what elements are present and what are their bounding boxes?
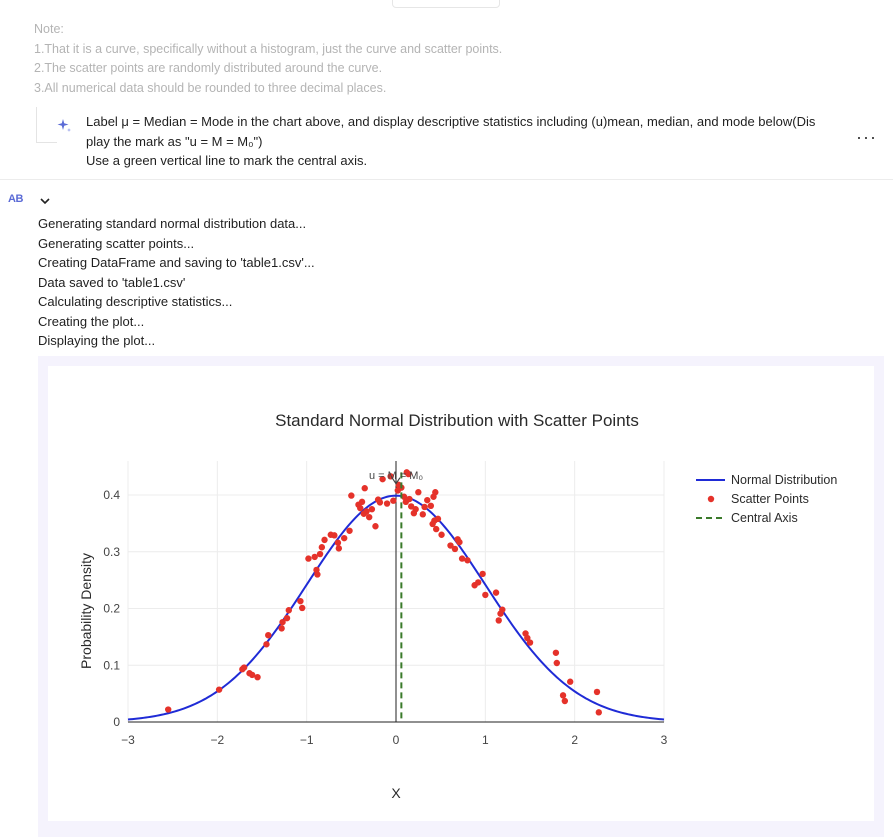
log-line: Data saved to 'table1.csv' <box>38 274 186 290</box>
scatter-point <box>432 489 438 495</box>
note-line: 3.All numerical data should be rounded to three decimal places. <box>34 80 387 95</box>
prompt-bracket <box>36 107 57 143</box>
x-tick-label: −2 <box>210 733 225 747</box>
scatter-point <box>241 664 247 670</box>
scatter-point <box>527 639 533 645</box>
scatter-point <box>560 692 566 698</box>
top-tab-fragment <box>392 0 500 8</box>
scatter-point <box>372 523 378 529</box>
log-line: Generating scatter points... <box>38 235 195 251</box>
scatter-point <box>464 557 470 563</box>
scatter-point <box>165 706 171 712</box>
scatter-point <box>493 589 499 595</box>
scatter-point <box>357 505 363 511</box>
scatter-point <box>433 526 439 532</box>
scatter-point <box>216 686 222 692</box>
scatter-point <box>415 489 421 495</box>
prompt-line: Use a green vertical line to mark the central axis. <box>86 153 368 168</box>
legend[interactable] <box>696 473 837 525</box>
scatter-point <box>377 499 383 505</box>
prompt-line: Label μ = Median = Mode in the chart above, and display descriptive statistics including (u)mean, median, and mode below(Dis <box>86 114 816 129</box>
log-line: Calculating descriptive statistics... <box>38 294 233 309</box>
note-block <box>34 20 502 98</box>
x-tick-label: 2 <box>571 733 579 747</box>
scatter-point <box>456 539 462 545</box>
chevron-down-icon[interactable] <box>38 194 52 208</box>
y-tick-label: 0.3 <box>103 544 120 559</box>
log-line: Creating DataFrame and saving to 'table1.csv'... <box>38 255 315 270</box>
scatter-point <box>369 506 375 512</box>
scatter-point <box>479 571 485 577</box>
scatter-point <box>314 571 320 577</box>
scatter-point <box>299 605 305 611</box>
prompt-text <box>86 112 856 171</box>
plot-container <box>38 356 884 837</box>
x-tick-label: 3 <box>660 733 668 747</box>
scatter-point <box>263 641 269 647</box>
annotation <box>369 470 423 484</box>
legend-entry-curve: Normal Distribution <box>731 473 838 487</box>
legend-entry-central-axis: Central Axis <box>731 511 798 525</box>
scatter-point <box>421 504 427 510</box>
scatter-point <box>362 485 368 491</box>
note-line: 2.The scatter points are randomly distributed around the curve. <box>34 61 383 75</box>
scatter-point <box>390 498 396 504</box>
scatter-point <box>562 698 568 704</box>
scatter-point <box>596 709 602 715</box>
scatter-point <box>406 496 412 502</box>
prompt-line: play the mark as "u = M = M₀") <box>86 133 263 149</box>
assistant-logo: AB <box>8 193 23 205</box>
x-tick-label: 0 <box>392 733 400 747</box>
note-line: 1.That it is a curve, specifically without a histogram, just the curve and scatter points. <box>34 41 503 56</box>
scatter-point <box>384 500 390 506</box>
scatter-point <box>567 679 573 685</box>
scatter-point <box>286 607 292 613</box>
annotation-label: u = M = M₀ <box>368 470 424 482</box>
scatter-point <box>284 615 290 621</box>
chart-title: Standard Normal Distribution with Scatter Points <box>275 411 639 430</box>
scatter-point <box>341 535 347 541</box>
plot-card <box>48 366 874 821</box>
x-tick-label: −3 <box>121 733 135 747</box>
y-axis-label: Probability Density <box>78 553 94 669</box>
scatter-point <box>366 514 372 520</box>
scatter-point <box>420 511 426 517</box>
legend-dot-swatch <box>708 496 714 502</box>
scatter-point <box>265 632 271 638</box>
x-axis-ticks <box>121 733 668 747</box>
x-tick-label: −1 <box>299 733 314 747</box>
scatter-point <box>553 650 559 656</box>
user-prompt <box>36 107 884 171</box>
y-tick-label: 0.4 <box>103 488 120 503</box>
scatter-point <box>594 689 600 695</box>
scatter-point <box>438 532 444 538</box>
sparkle-icon <box>56 117 72 133</box>
scatter-point <box>305 555 311 561</box>
scatter-point <box>482 592 488 598</box>
scatter-point <box>278 625 284 631</box>
scatter-point <box>297 598 303 604</box>
scatter-point <box>554 660 560 666</box>
scatter-point <box>475 579 481 585</box>
y-axis-ticks <box>103 488 120 729</box>
x-axis-label: X <box>391 785 401 801</box>
log-line: Creating the plot... <box>38 313 145 329</box>
scatter-point <box>496 617 502 623</box>
scatter-point <box>321 537 327 543</box>
legend-entry-scatter: Scatter Points <box>731 492 809 506</box>
y-tick-label: 0.2 <box>103 601 120 616</box>
y-tick-label: 0 <box>113 715 120 729</box>
execution-log <box>38 214 315 351</box>
log-line: Displaying the plot... <box>38 333 156 348</box>
log-line: Generating standard normal distribution data... <box>38 216 307 231</box>
scatter-point <box>319 544 325 550</box>
normal-distribution-chart <box>48 366 874 821</box>
scatter-point <box>499 606 505 612</box>
scatter-point <box>424 497 430 503</box>
scatter-point <box>359 499 365 505</box>
scatter-point <box>335 540 341 546</box>
scatter-points <box>165 469 602 715</box>
scatter-point <box>452 546 458 552</box>
scatter-point <box>346 528 352 534</box>
scatter-point <box>317 551 323 557</box>
scatter-point <box>336 545 342 551</box>
scatter-point <box>254 674 260 680</box>
y-tick-label: 0.1 <box>103 658 120 673</box>
scatter-point <box>331 532 337 538</box>
scatter-point <box>412 506 418 512</box>
scatter-point <box>435 516 441 522</box>
scatter-point <box>348 492 354 498</box>
divider <box>0 179 893 180</box>
x-tick-label: 1 <box>481 733 489 747</box>
more-options-button[interactable]: ··· <box>856 127 877 147</box>
note-heading: Note: <box>34 22 64 36</box>
scatter-point <box>428 503 434 509</box>
